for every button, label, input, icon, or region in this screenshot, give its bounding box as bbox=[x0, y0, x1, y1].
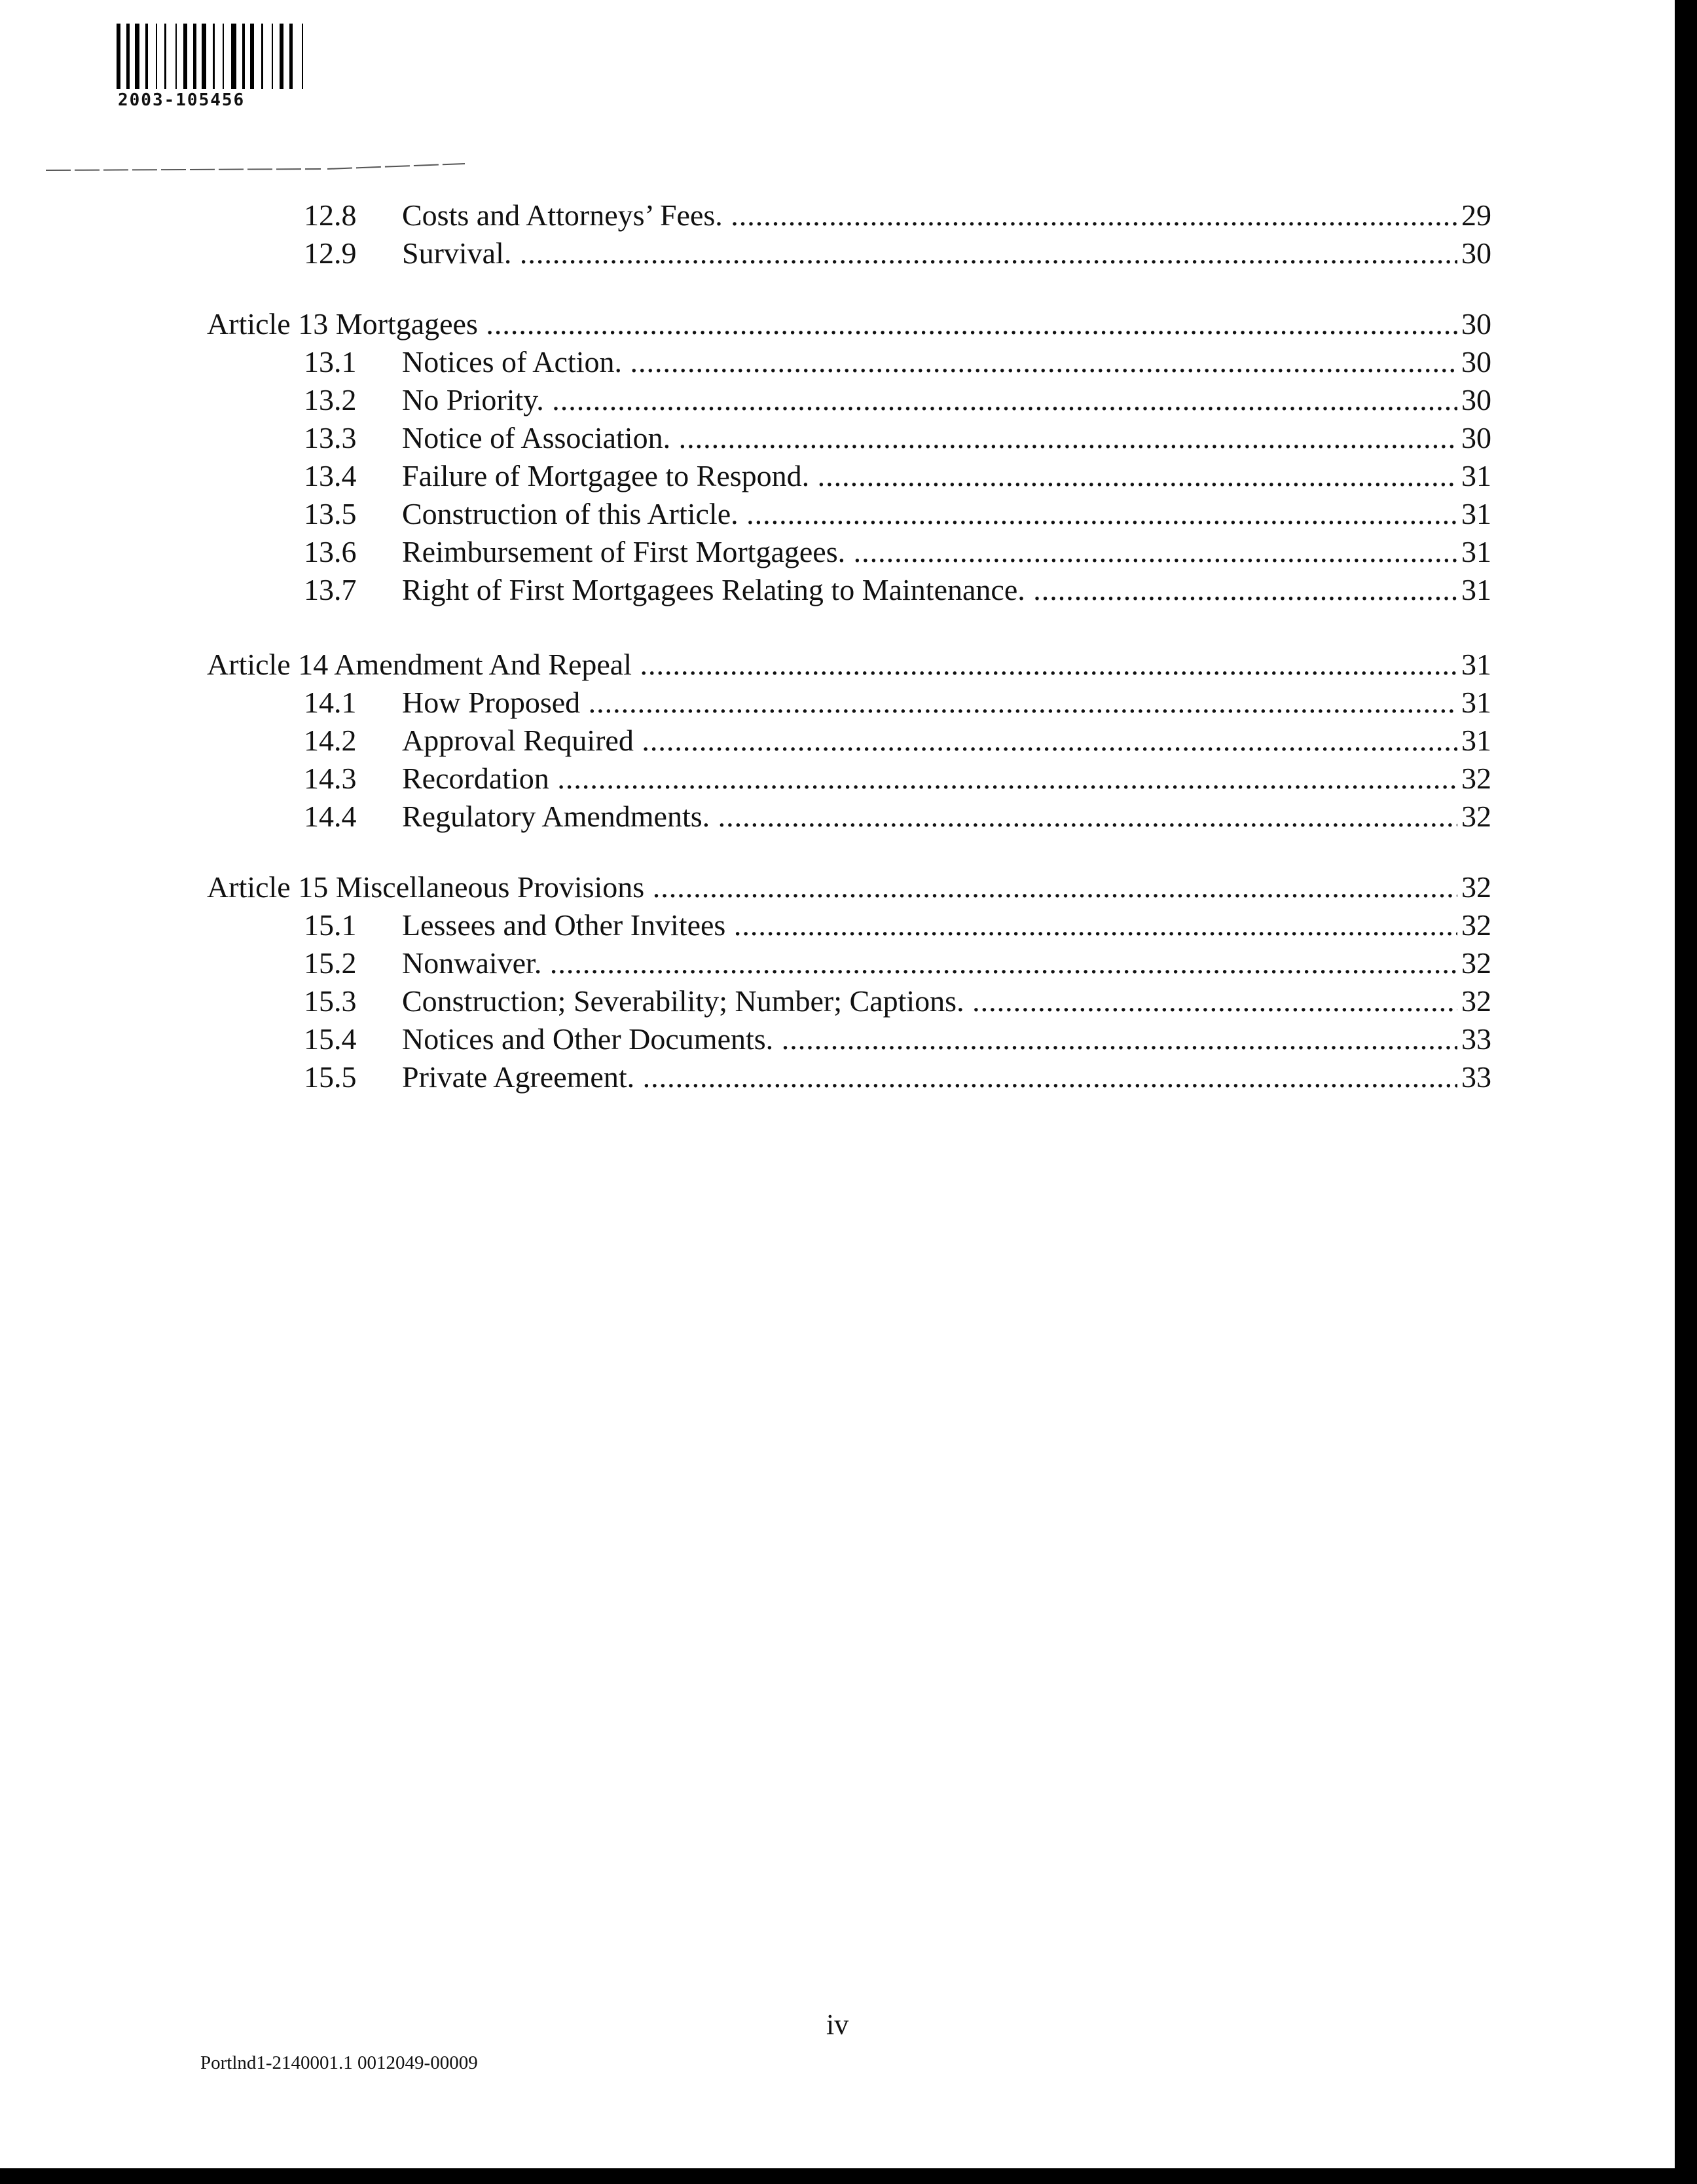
scan-border-bottom bbox=[0, 2168, 1697, 2184]
barcode-bar bbox=[164, 24, 166, 89]
toc-article-name: Mortgagees bbox=[335, 307, 478, 341]
toc-section-row bbox=[0, 982, 1697, 1020]
toc-section-number: 13.7 bbox=[304, 573, 357, 606]
toc-page-number: 32 bbox=[1457, 798, 1491, 836]
toc-section-row bbox=[0, 722, 1697, 760]
toc-section-title: Construction; Severability; Number; Captions. ..... bbox=[402, 982, 1457, 1020]
toc-section-row bbox=[0, 495, 1697, 533]
toc-section-row bbox=[0, 1020, 1697, 1058]
barcode-bar bbox=[193, 24, 196, 89]
toc-section-title: No Priority. ..... bbox=[402, 381, 1457, 419]
toc-section-title: How Proposed ..... bbox=[402, 684, 1457, 722]
barcode-number: 2003-105456 bbox=[118, 90, 246, 110]
barcode-bar bbox=[183, 24, 187, 89]
barcode-bar bbox=[202, 24, 206, 89]
toc-section-row bbox=[0, 343, 1697, 381]
toc-section-title: Regulatory Amendments. ..... bbox=[402, 798, 1457, 836]
barcode-bar bbox=[117, 24, 120, 89]
toc-section-number: 15.2 bbox=[304, 946, 357, 980]
toc-section-row bbox=[0, 381, 1697, 419]
toc-section-title: Reimbursement of First Mortgagees. ..... bbox=[402, 533, 1457, 571]
toc-article-name: Miscellaneous Provisions bbox=[335, 870, 645, 904]
barcode-bar bbox=[261, 24, 263, 89]
toc-section-number: 14.2 bbox=[304, 724, 357, 757]
toc-page-number: 31 bbox=[1457, 722, 1491, 760]
barcode-bar bbox=[272, 24, 273, 89]
toc-page-number: 31 bbox=[1457, 533, 1491, 571]
barcode-bar bbox=[175, 24, 177, 89]
toc-page-number: 30 bbox=[1457, 381, 1491, 419]
toc-section-title: Notices and Other Documents. ..... bbox=[402, 1020, 1457, 1058]
toc-section-row bbox=[0, 533, 1697, 571]
toc-article-title bbox=[207, 646, 1457, 684]
toc-page-number: 30 bbox=[1457, 343, 1491, 381]
toc-section-title: Notice of Association. ..... bbox=[402, 419, 1457, 457]
toc-section-row bbox=[0, 798, 1697, 836]
toc-section-title: Approval Required ..... bbox=[402, 722, 1457, 760]
toc-article-number: Article 14 bbox=[207, 648, 329, 681]
barcode-bar bbox=[280, 24, 283, 89]
toc-article-number: Article 13 bbox=[207, 307, 329, 341]
barcode bbox=[117, 24, 412, 89]
toc-section-number: 15.1 bbox=[304, 908, 357, 942]
toc-section-row bbox=[0, 571, 1697, 609]
toc-section-number: 15.3 bbox=[304, 984, 357, 1018]
toc-page-number: 31 bbox=[1457, 495, 1491, 533]
toc-page-number: 32 bbox=[1457, 906, 1491, 944]
scan-dashed-line bbox=[46, 161, 471, 174]
barcode-bar bbox=[302, 24, 303, 89]
toc-article-row bbox=[0, 305, 1697, 343]
toc-section-row bbox=[0, 234, 1697, 272]
toc-page-number: 30 bbox=[1457, 419, 1491, 457]
toc-section-number: 12.9 bbox=[304, 236, 357, 270]
toc-section-title: Costs and Attorneys’ Fees. ..... bbox=[402, 196, 1457, 234]
toc-section-number: 12.8 bbox=[304, 198, 357, 232]
toc-section-title: Construction of this Article. ..... bbox=[402, 495, 1457, 533]
toc-section-title: Survival. ..... bbox=[402, 234, 1457, 272]
toc-section-row bbox=[0, 906, 1697, 944]
toc-article-row bbox=[0, 646, 1697, 684]
barcode-bar bbox=[250, 24, 254, 89]
toc-section-number: 15.5 bbox=[304, 1060, 357, 1094]
barcode-bar bbox=[289, 24, 293, 89]
toc-section-title: Private Agreement. ..... bbox=[402, 1058, 1457, 1096]
toc-page-number: 31 bbox=[1457, 457, 1491, 495]
toc-section-title: Failure of Mortgagee to Respond. ..... bbox=[402, 457, 1457, 495]
toc-article-number: Article 15 bbox=[207, 870, 329, 904]
toc-section-number: 13.6 bbox=[304, 535, 357, 568]
toc-article-title bbox=[207, 305, 1457, 343]
toc-article-name: Amendment And Repeal bbox=[334, 648, 632, 681]
toc-page-number: 32 bbox=[1457, 868, 1491, 906]
toc-section-number: 14.3 bbox=[304, 762, 357, 795]
barcode-bar bbox=[231, 24, 236, 89]
toc-section-row bbox=[0, 457, 1697, 495]
document-code: Portlnd1-2140001.1 0012049-00009 bbox=[200, 2052, 478, 2073]
toc-section-title: Nonwaiver. ..... bbox=[402, 944, 1457, 982]
toc-section-number: 14.4 bbox=[304, 800, 357, 833]
toc-section-title: Right of First Mortgagees Relating to Maintenance. ..... bbox=[402, 571, 1457, 609]
toc-page-number: 32 bbox=[1457, 982, 1491, 1020]
toc-page-number: 31 bbox=[1457, 646, 1491, 684]
toc-section-row bbox=[0, 1058, 1697, 1096]
toc-section-title: Recordation ..... bbox=[402, 760, 1457, 798]
toc-page-number: 32 bbox=[1457, 760, 1491, 798]
toc-section-number: 13.2 bbox=[304, 383, 357, 416]
toc-section-row bbox=[0, 684, 1697, 722]
barcode-bar bbox=[213, 24, 215, 89]
barcode-bar bbox=[145, 24, 148, 89]
barcode-bar bbox=[126, 24, 130, 89]
barcode-bar bbox=[242, 24, 245, 89]
barcode-bar bbox=[223, 24, 224, 89]
toc-page-number: 31 bbox=[1457, 684, 1491, 722]
toc-section-number: 13.1 bbox=[304, 345, 357, 379]
toc-page-number: 30 bbox=[1457, 234, 1491, 272]
toc-page-number: 30 bbox=[1457, 305, 1491, 343]
toc-section-title: Notices of Action. ..... bbox=[402, 343, 1457, 381]
toc-section-row bbox=[0, 196, 1697, 234]
toc-article-title bbox=[207, 868, 1457, 906]
toc-section-number: 15.4 bbox=[304, 1022, 357, 1056]
toc-section-row bbox=[0, 760, 1697, 798]
toc-page-number: 33 bbox=[1457, 1020, 1491, 1058]
toc-section-row bbox=[0, 944, 1697, 982]
toc-article-row bbox=[0, 868, 1697, 906]
toc-section-title: Lessees and Other Invitees ..... bbox=[402, 906, 1457, 944]
barcode-bar bbox=[135, 24, 139, 89]
toc-section-number: 13.3 bbox=[304, 421, 357, 454]
toc-section-number: 14.1 bbox=[304, 686, 357, 719]
toc-section-row bbox=[0, 419, 1697, 457]
toc-page-number: 31 bbox=[1457, 571, 1491, 609]
toc-page-number: 32 bbox=[1457, 944, 1491, 982]
toc-page-number: 33 bbox=[1457, 1058, 1491, 1096]
page-number: iv bbox=[826, 2008, 849, 2041]
barcode-bar bbox=[156, 24, 157, 89]
toc-page-number: 29 bbox=[1457, 196, 1491, 234]
toc-section-number: 13.4 bbox=[304, 459, 357, 492]
toc-section-number: 13.5 bbox=[304, 497, 357, 530]
